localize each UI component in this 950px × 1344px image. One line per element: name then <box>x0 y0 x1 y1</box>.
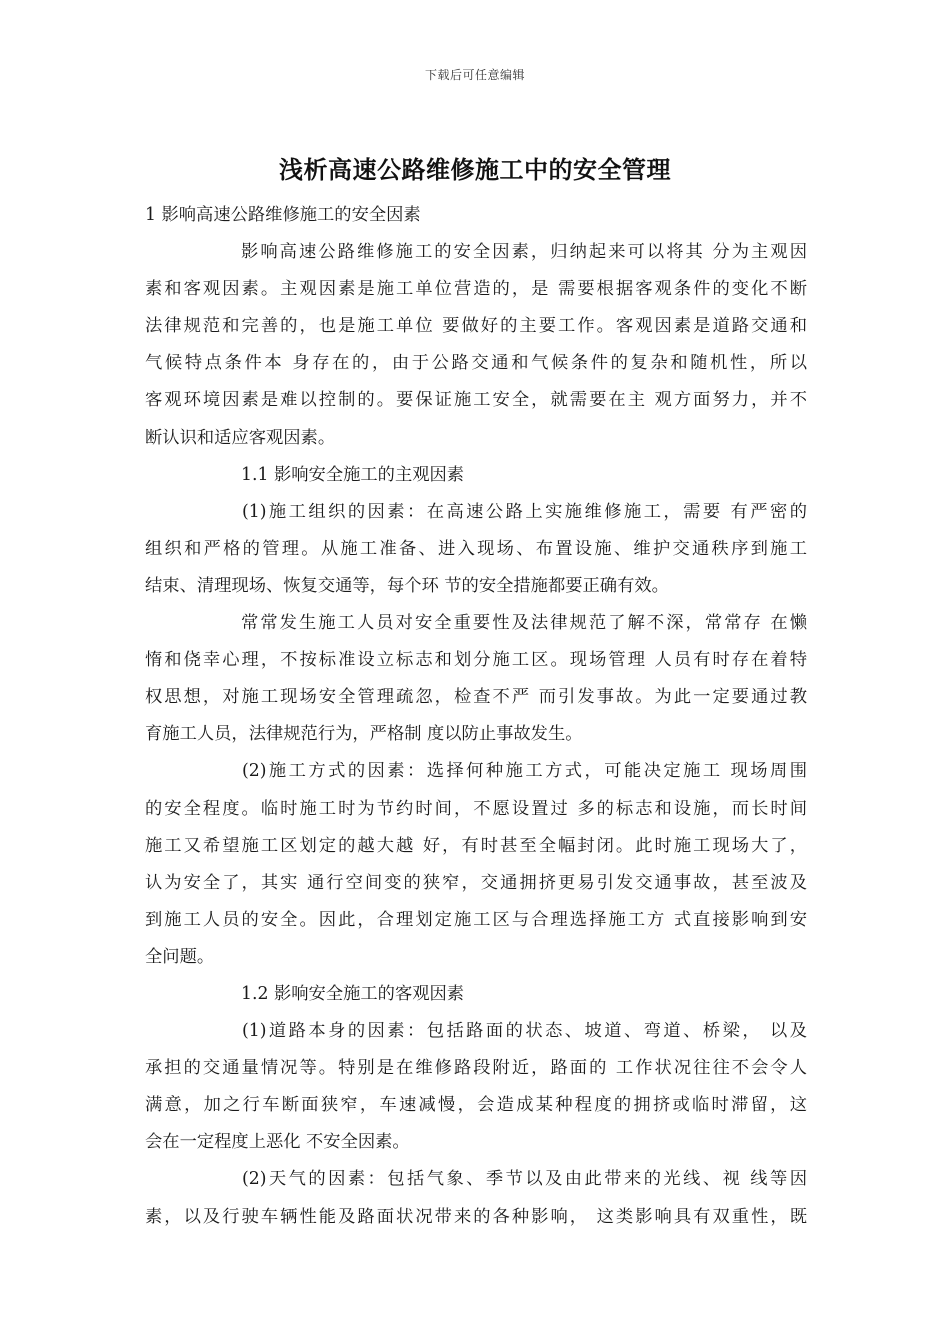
paragraph-line: 客观环境因素是难以控制的。要保证施工安全，就需要在主 观方面努力，并不 <box>145 390 807 411</box>
paragraph-line: 常常发生施工人员对安全重要性及法律规范了解不深，常常存 在懒 <box>241 613 807 634</box>
paragraph-line: 惰和侥幸心理，不按标准设立标志和划分施工区。现场管理 人员有时存在着特 <box>145 650 807 671</box>
paragraph-line: 施工又希望施工区划定的越大越 好，有时甚至全幅封闭。此时施工现场大了， <box>145 835 807 856</box>
paragraph-line: 到施工人员的安全。因此，合理划定施工区与合理选择施工方 式直接影响到安 <box>145 909 807 930</box>
section-heading: 1 影响高速公路维修施工的安全因素 <box>145 205 421 225</box>
paragraph-line: (1)施工组织的因素：在高速公路上实施维修施工，需要 有严密的 <box>242 501 807 522</box>
paragraph-line: 的安全程度。临时施工时为节约时间，不愿设置过 多的标志和设施，而长时间 <box>145 798 807 819</box>
paragraph-line: 满意，加之行车断面狭窄，车速减慢，会造成某种程度的拥挤或临时滞留，这 <box>145 1095 807 1116</box>
paragraph-line: 全问题。 <box>145 946 215 967</box>
paragraph-line: (2)天气的因素：包括气象、季节以及由此带来的光线、视 线等因 <box>242 1169 807 1190</box>
paragraph-line: 素和客观因素。主观因素是施工单位营造的，是 需要根据客观条件的变化不断 <box>145 279 807 300</box>
paragraph-line: (1)道路本身的因素：包括路面的状态、坡道、弯道、桥梁， 以及 <box>242 1021 807 1042</box>
paragraph-line: 承担的交通量情况等。特别是在维修路段附近，路面的 工作状况往往不会令人 <box>145 1058 807 1079</box>
header-note: 下载后可任意编辑 <box>424 68 525 82</box>
document-title: 浅析高速公路维修施工中的安全管理 <box>279 155 671 184</box>
paragraph-line: 会在一定程度上恶化 不安全因素。 <box>145 1132 410 1153</box>
paragraph-line: 气候特点条件本 身存在的，由于公路交通和气候条件的复杂和随机性，所以 <box>145 353 807 374</box>
paragraph-line: (2)施工方式的因素：选择何种施工方式，可能决定施工 现场周围 <box>242 761 807 782</box>
paragraph-line: 断认识和适应客观因素。 <box>145 427 336 448</box>
subsection-heading: 1.1 影响安全施工的主观因素 <box>241 464 465 485</box>
subsection-heading: 1.2 影响安全施工的客观因素 <box>241 983 465 1004</box>
paragraph-line: 影响高速公路维修施工的安全因素，归纳起来可以将其 分为主观因 <box>241 242 807 263</box>
paragraph-line: 素，以及行驶车辆性能及路面状况带来的各种影响， 这类影响具有双重性，既 <box>145 1206 807 1227</box>
paragraph-line: 育施工人员，法律规范行为，严格制 度以防止事故发生。 <box>145 724 583 745</box>
paragraph-line: 权思想，对施工现场安全管理疏忽，检查不严 而引发事故。为此一定要通过教 <box>145 687 807 708</box>
paragraph-line: 组织和严格的管理。从施工准备、进入现场、布置设施、维护交通秩序到施工 <box>145 538 807 559</box>
paragraph-line: 认为安全了，其实 通行空间变的狭窄，交通拥挤更易引发交通事故，甚至波及 <box>145 872 807 893</box>
paragraph-line: 法律规范和完善的，也是施工单位 要做好的主要工作。客观因素是道路交通和 <box>145 316 807 337</box>
document-body <box>145 197 807 1236</box>
paragraph-line: 结束、清理现场、恢复交通等，每个环 节的安全措施都要正确有效。 <box>145 575 669 596</box>
